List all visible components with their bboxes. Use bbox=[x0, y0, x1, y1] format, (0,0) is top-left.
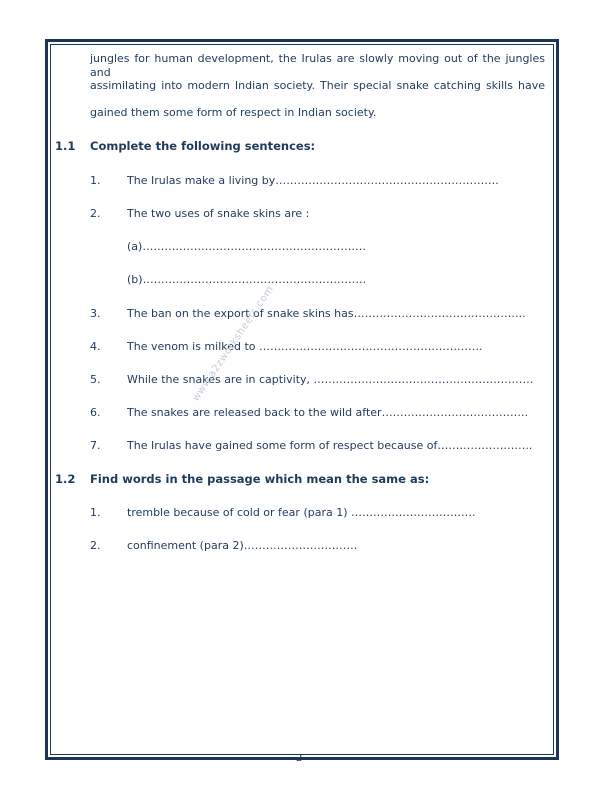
section-title: Find words in the passage which mean the same as: bbox=[90, 472, 430, 486]
item-number: 4. bbox=[90, 340, 101, 353]
section-number: 1.1 bbox=[55, 139, 76, 153]
item-text: The ban on the export of snake skins has……………………………………….. bbox=[127, 307, 526, 320]
item-number: 6. bbox=[90, 406, 101, 419]
page-number: 2 bbox=[296, 753, 303, 764]
item-text: The two uses of snake skins are : bbox=[127, 207, 310, 220]
intro-line: assimilating into modern Indian society. Their special snake catching skills have bbox=[90, 79, 545, 92]
item-text: tremble because of cold or fear (para 1) ……………………………. bbox=[127, 506, 476, 519]
item-number: 5. bbox=[90, 373, 101, 386]
intro-line: gained them some form of respect in Indian society. bbox=[90, 106, 377, 119]
item-number: 2. bbox=[90, 207, 101, 220]
item-number: 2. bbox=[90, 539, 101, 552]
item-number: 7. bbox=[90, 439, 101, 452]
item-text: While the snakes are in captivity, …………………………………………………… bbox=[127, 373, 534, 386]
item-text: confinement (para 2)…………………………. bbox=[127, 539, 358, 552]
item-text: The venom is milked to ……………………………………………………. bbox=[127, 340, 483, 353]
intro-line: jungles for human development, the Irulas are slowly moving out of the jungles and bbox=[90, 52, 545, 79]
item-subpart: (b)……………………………………………………. bbox=[127, 273, 367, 286]
item-text: The Irulas have gained some form of respect because of…………………….. bbox=[127, 439, 533, 452]
item-text: The Irulas make a living by……………………………………………………. bbox=[127, 174, 499, 187]
item-subpart: (a)……………………………………………………. bbox=[127, 240, 366, 253]
item-text: The snakes are released back to the wild after…………………………………. bbox=[127, 406, 529, 419]
item-number: 1. bbox=[90, 174, 101, 187]
watermark: www.a2zworksheets.com bbox=[190, 284, 277, 404]
item-number: 1. bbox=[90, 506, 101, 519]
section-title: Complete the following sentences: bbox=[90, 139, 316, 153]
item-number: 3. bbox=[90, 307, 101, 320]
section-number: 1.2 bbox=[55, 472, 76, 486]
